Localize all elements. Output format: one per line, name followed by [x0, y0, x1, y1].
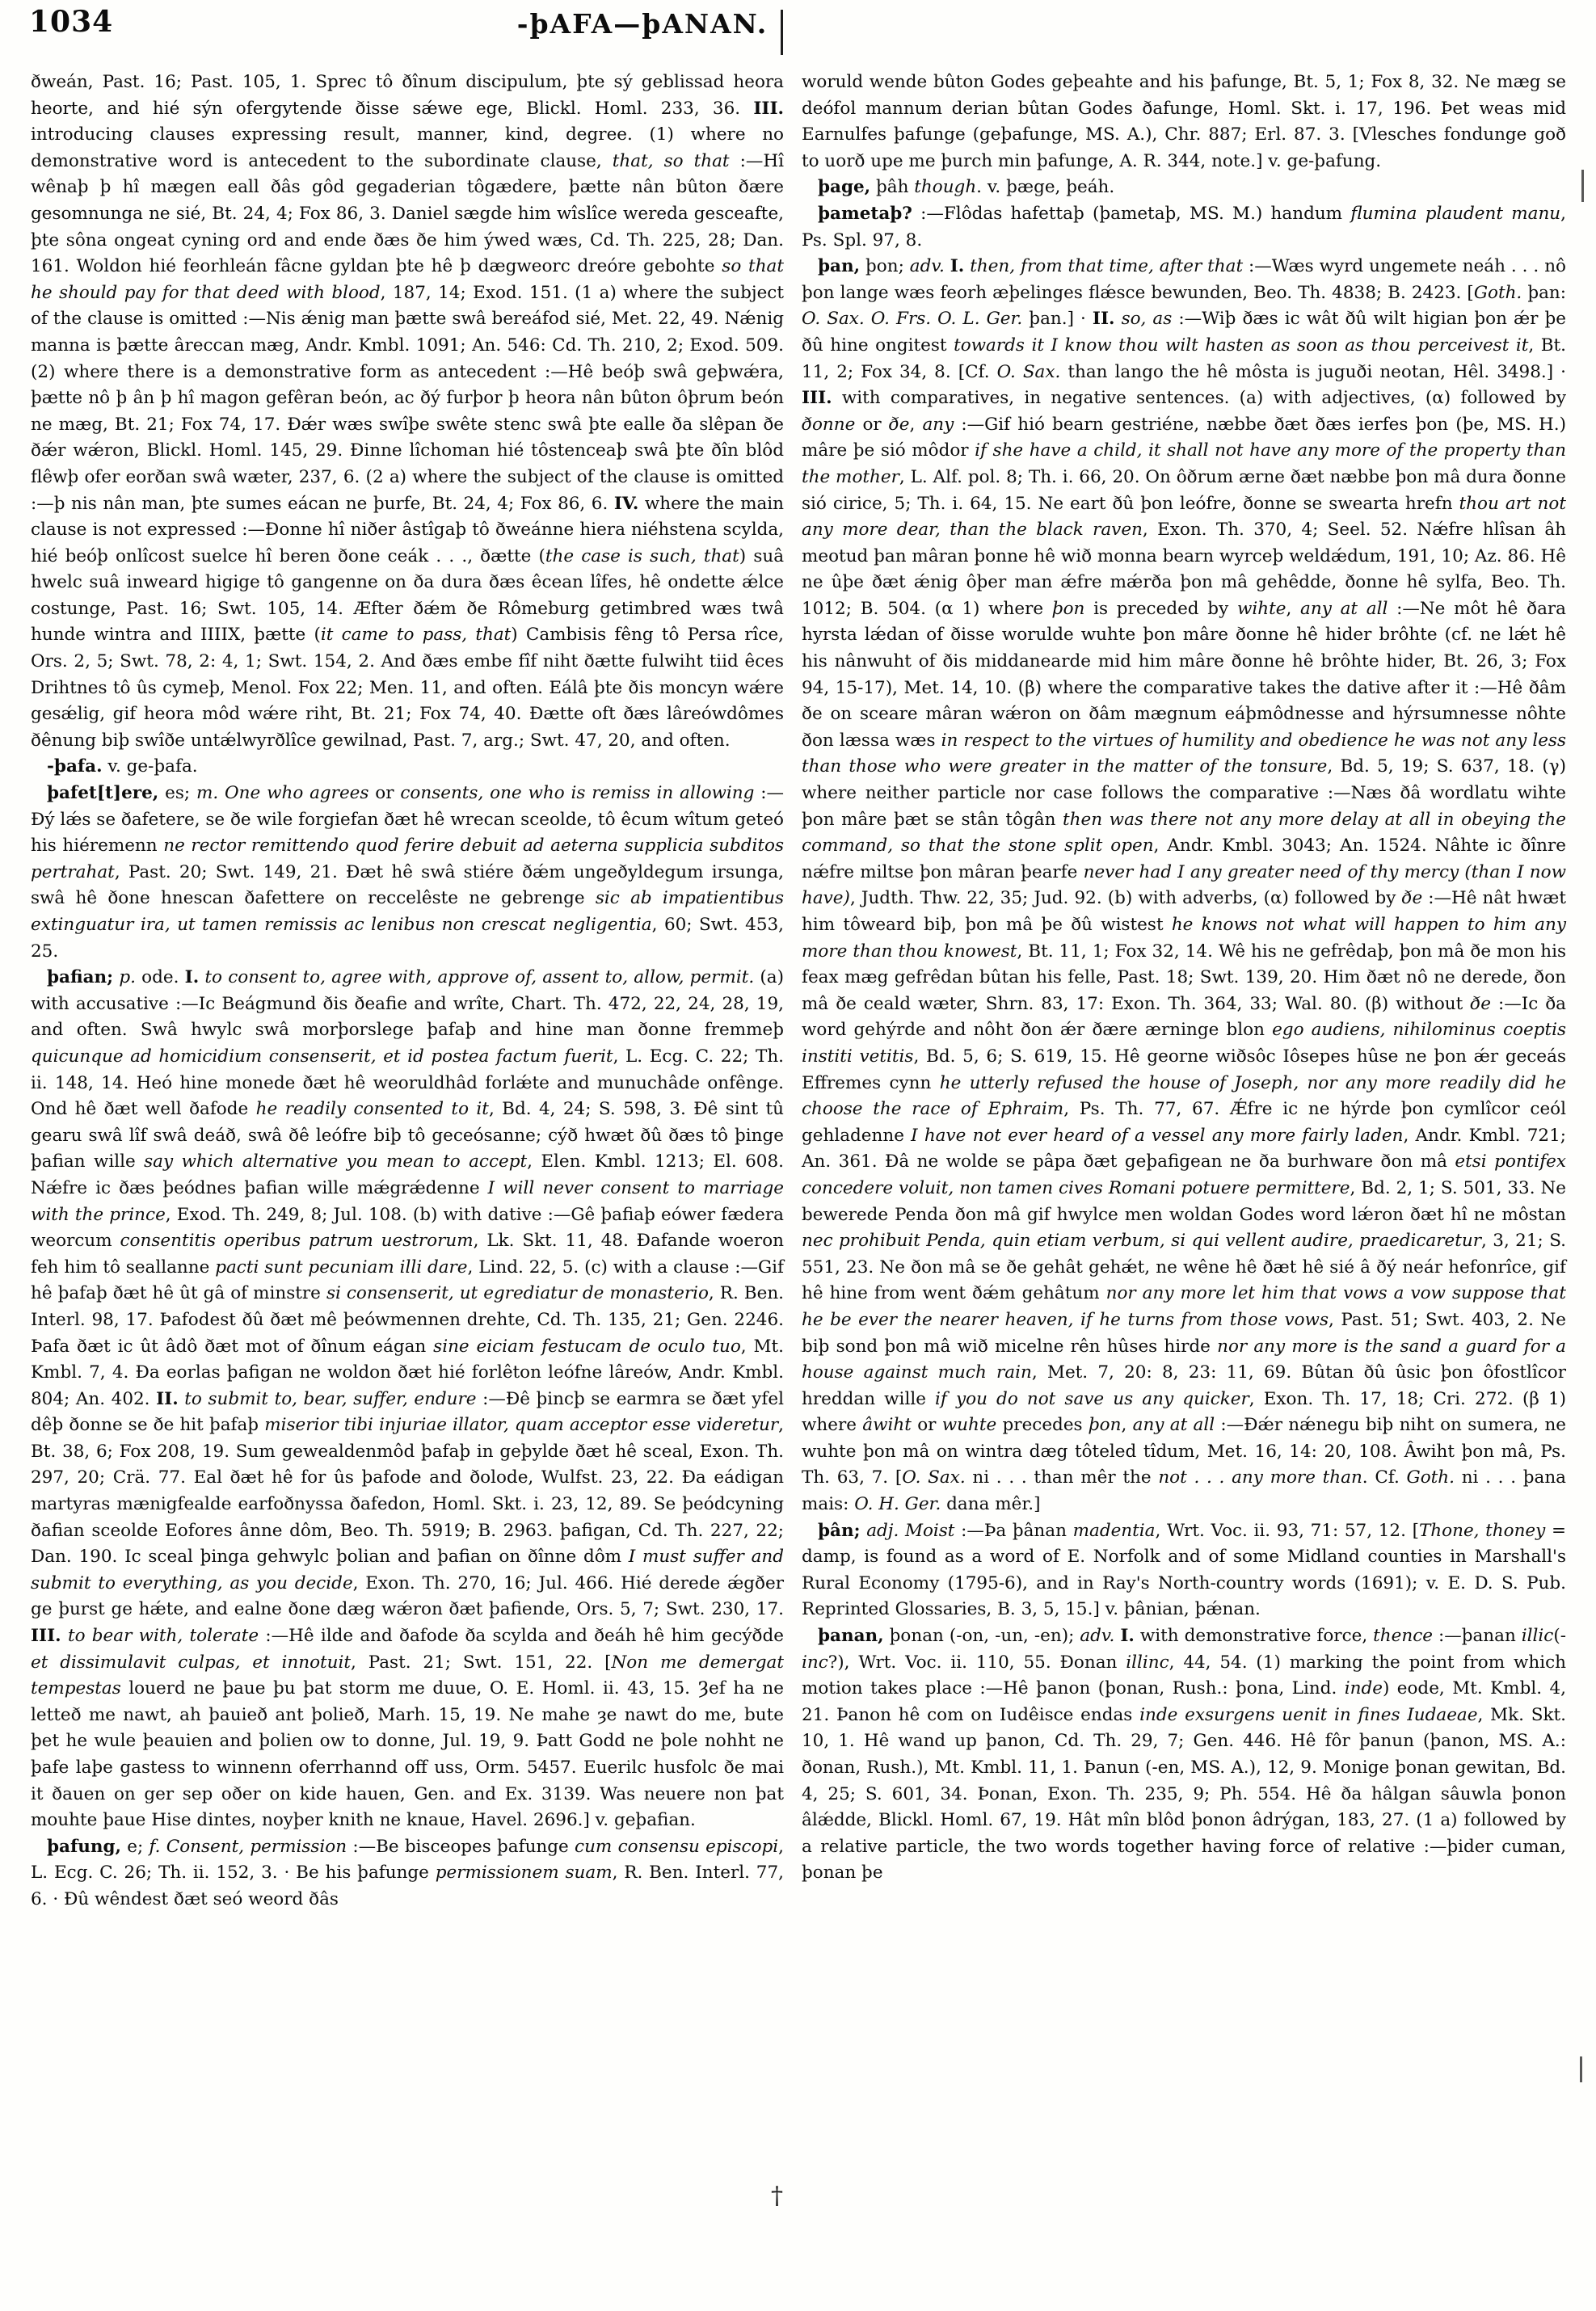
dictionary-entry: þafet[t]ere, es; m. One who agrees or consents, one who is remiss in allowing :—Ðý lǽs se ðafetere, se ðe wile forgiefan ðæt hê wrecan sceolde, tô êcum wîtum geteó his hiéremenn ne rector remittendo quod ferire debuit ad aeterna supplicia subditos pertrahat, Past. 20; Swt. 149, 21. Ðæt hê swâ stiére ðǽm ungeðyldegum irsunga, swâ hê ðone hnescan ðafettere on reccelêste ne gebrenge sic ab impatientibus extinguatur ira, ut tamen remissis ac lenibus non crescat negligentia, 60; Swt. 453, 25. — [31, 783, 785, 962]
dictionary-entry: þametaþ? :—Flôdas hafettaþ (þametaþ, MS. M.) handum flumina plaudent manu, Ps. Spl. 97, 8. — [802, 203, 1566, 250]
dictionary-entry: þanan, þonan (-on, -un, -en); adv. I. with demonstrative force, thence :—þanan illic(-inc?), Wrt. Voc. ii. 110, 55. Ðonan illinc, 44, 54. (1) marking the point from which motion takes place :—Hê þanon (þonan, Rush.: þona, Lind. inde) eode, Mt. Kmbl. 4, 21. Þanon hê com on Iudêisce endas inde exsurgens uenit in fines Iudaeae, Mk. Skt. 10, 1. Hê wand up þanon, Cd. Th. 29, 7; Gen. 446. Hê fôr þanun (þanon, MS. A.: ðonan, Rush.), Mt. Kmbl. 11, 1. Þanun (-en, MS. A.), 12, 9. Monige þonan gewitan, Bd. 4, 25; S. 601, 34. Þonan, Exon. Th. 235, 9; Ph. 554. Hê ða hâlgan sâuwla þonon âlǽdde, Blickl. Homl. 67, 19. Hât mîn blôd þonon âdrýgan, 183, 27. (1 a) followed by a relative particle, the two words together having force of relative :—þider cuman, þonan þe — [802, 1626, 1566, 1884]
entry-continuation: ðweán, Past. 16; Past. 105, 1. Sprec tô ðînum discipulum, þte sý geblissad heora heorte, and hié sýn ofergytende ðisse sǽwe ege, Blickl. Homl. 233, 36. III. introducing clauses expressing result, manner, kind, degree. (1) where no demonstrative word is antecedent to the subordinate clause, that, so that :—Hî wênaþ þ hî mægen eall ðâs gôd gegaderian tôgædere, þætte nân bûton ðære gesomnunga ne sié, Bt. 24, 4; Fox 86, 3. Daniel sægde him wîslîce wereda gesceafte, þte sôna ongeat cyning ord and ende ðæs ðe him ýwed wæs, Cd. Th. 225, 28; Dan. 161. Woldon hié feorhleán fâcne gyldan þte hê þ dægweorc dreóre gebohte so that he should pay for that deed with blood, 187, 14; Exod. 151. (1 a) where the subject of the clause is omitted :—Nis ǽnig man þætte swâ bereáfod sié, Met. 22, 49. Nǽnig manna is þætte âreccan mæg, Andr. Kmbl. 1091; An. 546: Cd. Th. 210, 2; Exod. 509. (2) where there is a demonstrative form as antecedent :—Hê beóþ swâ geþwǽra, þætte nô þ ân þ hî magon gefêran beón, ac ðý furþor þ heora nân bûton ôþrum beón ne mæg, Bt. 21; Fox 74, 17. Ðǽr wæs swîþe swête stenc swâ þte ealle ða slêpan ðe ðǽr wǽron, Blickl. Homl. 145, 29. Ðinne lîchoman hié tôstenceaþ swâ þte ðîn blôd flêwþ ofer eorðan swâ wæter, 237, 6. (2 a) where the subject of the clause is omitted :—þ nis nân man, þte sumes eácan ne þurfe, Bt. 24, 4; Fox 86, 6. IV. where the main clause is not expressed :—Ðonne hî niðer âstîgaþ tô ðweánne hiera niéhstena scylda, hié beóþ onlîcost suelce hî beren ðone ceák . . ., ðætte (the case is such, that) suâ hwelc suâ inweard higige tô gangenne on ða dura ðæs êcean lîfes, hê ondette ǽlce costunge, Past. 16; Swt. 105, 14. Æfter ðǽm ðe Rômeburg getimbred wæs twâ hunde wintra and IIIIX, þætte (it came to pass, that) Cambisis fêng tô Persa rîce, Ors. 2, 5; Swt. 78, 2: 4, 1; Swt. 154, 2. And ðæs embe fîf niht ðætte fulwiht tiid êces Drihtnes tô ûs cymeþ, Menol. Fox 22; Men. 11, and often. Eálâ þte ðis moncyn wǽre gesǽlig, gif heora môd wǽre riht, Bt. 21; Fox 74, 40. Ðætte oft ðæs lâreówdômes ðênung biþ swîðe untǽlwyrðlîce gewilnad, Past. 7, arg.; Swt. 47, 20, and often. — [31, 72, 785, 751]
running-title: -þAFA—þANAN. — [516, 8, 769, 40]
dictionary-entry: þân; adj. Moist :—Þa þânan madentia, Wrt. Voc. ii. 93, 71: 57, 12. [Thone, thoney = damp, is found as a word of E. Norfolk and of some Midland counties in Marshall's Rural Economy (1795-6), and in Ray's North-country words (1691); v. E. D. S. Pub. Reprinted Glossaries, B. 3, 5, 15.] v. þânian, þǽnan. — [802, 1520, 1566, 1620]
text-column-right — [802, 69, 1566, 1887]
column-divider-mark-top — [781, 10, 783, 55]
dictionary-entry: þafian; p. ode. I. to consent to, agree with, approve of, assent to, allow, permit. (a) with accusative :—Ic Beágmund ðis ðeafie and wrîte, Chart. Th. 472, 22, 24, 28, 19, and often. Swâ hwylc swâ morþorslege þafaþ and hine man ðonne fremmeþ quicunque ad homicidium consenserit, et id postea factum fuerit, L. Ecg. C. 22; Th. ii. 148, 14. Heó hine monede ðæt hê weoruldhâd forlǽte and munuchâde onfênge. Ond hê ðæt well ðafode he readily consented to it, Bd. 4, 24; S. 598, 3. Ðê sint tû gearu swâ lîf swâ deáð, swâ ðê leófre biþ tô geceósanne; cýð hwæt ðû ðæs tô þinge þafian wille say which alternative you mean to accept, Elen. Kmbl. 1213; El. 608. Nǽfre ic ðæs þeódnes þafian wille mǽgrǽdenne I will never consent to marriage with the prince, Exod. Th. 249, 8; Jul. 108. (b) with dative :—Gê þafiaþ eówer fædera weorcum consentitis operibus patrum uestrorum, Lk. Skt. 11, 48. Ðafande woeron feh him tô seallanne pacti sunt pecuniam illi dare, Lind. 22, 5. (c) with a clause :—Gif hê þafaþ ðæt hê ût gâ of minstre si consenserit, ut egrediatur de monasterio, R. Ben. Interl. 98, 17. Þafodest ðû ðæt mê þeówmennen drehte, Cd. Th. 135, 21; Gen. 2246. Þafa ðæt ic ût âdô ðæt mot of ðînum eágan sine eiciam festucam de oculo tuo, Mt. Kmbl. 7, 4. Ða eorlas þafigan ne woldon ðæt hié forlêton leófne lâreów, Andr. Kmbl. 804; An. 402. II. to submit to, bear, suffer, endure :—Ðê þincþ se earmra se ðæt yfel dêþ ðonne se ðe hit þafaþ miserior tibi injuriae illator, quam acceptor esse videretur, Bt. 38, 6; Fox 208, 19. Sum gewealdenmôd þafaþ in geþylde ðæt hê sceal, Exon. Th. 297, 20; Crä. 77. Eal ðæt hê for ûs þafode and ðolode, Wulfst. 23, 22. Ða eádigan martyras mænigfealde earfoðnyssa ðafedon, Homl. Skt. i. 23, 12, 89. Se þeódcyning ðafian sceolde Eofores ânne dôm, Beo. Th. 5919; B. 2963. þafigan, Cd. Th. 227, 22; Dan. 190. Ic sceal þinga gehwylc þolian and þafian on ðînne dôm I must suffer and submit to everything, as you decide, Exon. Th. 270, 16; Jul. 466. Hié derede ǽgðer ge þurst ge hǽte, and ealne ðone dæg wǽron ðæt þafiende, Ors. 5, 7; Swt. 230, 17. III. to bear with, tolerate :—Hê ilde and ðafode ða scylda and ðeáh hê him gecýðde et dissimulavit culpas, et innotuit, Past. 21; Swt. 151, 22. [Non me demergat tempestas louerd ne þaue þu þat storm me duue, O. E. Homl. ii. 43, 15. Ȝef ha ne letteð me nawt, ah þauieð ant þolieð, Marh. 15, 19. Ne mahe ȝe nawt do me, bute þet he wule þeauien and þolien ow to donne, Jul. 19, 9. Þatt Godd ne þole nohht ne þafe laþe gastess to winnenn oferrhannd off uss, Orm. 5457. Euerilc husfolc ðe mai it ðauen on ger sep oðer on kide hauen, Gen. and Ex. 3139. Was neuere non þat mouhte þaue Hise dintes, noyþer knith ne knaue, Havel. 2696.] v. geþafian. — [31, 967, 785, 1831]
page-number: 1034 — [29, 5, 114, 39]
dictionary-entry: þage, þâh though. v. þæge, þeáh. — [818, 177, 1115, 198]
dictionary-entry: þafung, e; f. Consent, permission :—Be bisceopes þafunge cum consensu episcopi, L. Ecg. C. 26; Th. ii. 152, 3. · Be his þafunge permissionem suam, R. Ben. Interl. 77, 6. · Ðû wêndest ðæt seó weord ðâs — [31, 1836, 784, 1909]
entry-continuation: woruld wende bûton Godes geþeahte and his þafunge, Bt. 5, 1; Fox 8, 32. Ne mæg se deófol mannum derian bûtan Godes ðafunge, Homl. Skt. i. 17, 196. Þet weas mid Earnulfes þafunge (geþafunge, MS. A.), Chr. 887; Erl. 87. 3. [Vlesches fondunge goð to uorð upe me þurch min þafunge, A. R. 344, note.] v. ge-þafung. — [802, 72, 1566, 171]
column-divider-mark-bottom: † — [771, 2182, 783, 2210]
dictionary-entry: þan, þon; adv. I. then, from that time, after that :—Wæs wyrd ungemete neáh . . . nô þon lange wæs feorh æþelinges flǽsce bewunden, Beo. Th. 4838; B. 2423. [Goth. þan: O. Sax. O. Frs. O. L. Ger. þan.] · II. so, as :—Wiþ ðæs ic wât ðû wilt higian þon ǽr þe ðû hine ongitest towards it I know thou wilt hasten as soon as thou perceivest it, Bt. 11, 2; Fox 34, 8. [Cf. O. Sax. than lango the hê môsta is juguði neotan, Hêl. 3498.] · III. with comparatives, in negative sentences. (a) with adjectives, (α) followed by ðonne or ðe, any :—Gif hió bearn gestriéne, næbbe ðæt ðæs ierfes þon (þe, MS. H.) mâre þe sió môdor if she have a child, it shall not have any more of the property than the mother, L. Alf. pol. 8; Th. i. 66, 20. On ôðrum ærne ðæt næbbe þon mâ dura ðonne sió cirice, 5; Th. i. 64, 15. Ne eart ðû þon leófre, ðonne se swearta hrefn thou art not any more dear, than the black raven, Exon. Th. 370, 4; Seel. 52. Nǽfre hlîsan âh meotud þan mâran þonne hê wið monna bearn wyrceþ weldǽdum, 191, 10; Az. 86. Hê ne ûþe ðæt ǽnig ôþer man ǽfre mǽrða þon mâ gehêdde, ðonne hê sylfa, Beo. Th. 1012; B. 504. (α 1) where þon is preceded by wihte, any at all :—Ne môt hê ðara hyrsta lǽdan of ðisse worulde wuhte þon mâre ðonne hê hider brôhte (cf. ne lǽt hê his nânwuht of ðis middanearde mid him mâre ðonne hê brôhte hider, Bt. 26, 3; Fox 94, 15-17), Met. 14, 10. (β) where the comparative takes the dative after it :—Hê ðâm ðe on sceare mâran wǽron on ðâm mægnum eáþmôdnesse and hýrsumnesse nôhte ðon læssa wæs in respect to the virtues of humility and obedience he was not any less than those who were greater in the matter of the tonsure, Bd. 5, 19; S. 637, 18. (γ) where neither particle nor case follows the comparative :—Næs ðâ wordlatu wihte þon mâre þæt se stân tôgân then was there not any more delay at all in obeying the command, so that the stone split open, Andr. Kmbl. 3043; An. 1524. Nâhte ic ðînre nǽfre miltse þon mâran þearfe never had I any greater need of thy mercy (than I now have), Judth. Thw. 22, 35; Jud. 92. (b) with adverbs, (α) followed by ðe :—Hê nât hwæt him tôweard biþ, þon mâ þe ðû wistest he knows not what will happen to him any more than thou knowest, Bt. 11, 1; Fox 32, 14. Wê his ne gefrêdaþ, þon mâ ðe mon his feax mæg gefrêdan bûtan his felle, Past. 18; Swt. 139, 20. Him ðæt nô ne derede, ðon mâ ðe ceald wæter, Shrn. 83, 17: Exon. Th. 364, 33; Wal. 80. (β) without ðe :—Ic ða word gehýrde and nôht ðon ǽr ðære ærninge blon ego audiens, nihilominus coeptis institi vetitis, Bd. 5, 6; S. 619, 15. Hê georne wiðsôc Iôsepes hûse ne þon ǽr geceás Effremes cynn he utterly refused the house of Joseph, nor any more readily did he choose the race of Ephraim, Ps. Th. 77, 67. Ǽfre ic ne hýrde þon cymlîcor ceól gehladenne I have not ever heard of a vessel any more fairly laden, Andr. Kmbl. 721; An. 361. Ðâ ne wolde se pâpa ðæt geþafigean ne ða burhware ðon mâ etsi pontifex concedere voluit, non tamen cives Romani potuere permittere, Bd. 2, 1; S. 501, 33. Ne bewerede Penda ðon mâ gif hwylce men woldan Godes word lǽron ðæt hî ne môstan nec prohibuit Penda, quin etiam verbum, si qui vellent audire, praedicaretur, 3, 21; S. 551, 23. Ne ðon mâ se ðe gehât gehǽt, ne wêne hê ðæt hê sié â ðý neár hefonrîce, gif hê hine from went ðǽm gehâtum nor any more let him that vows a vow suppose that he be ever the nearer heaven, if he turns from those vows, Past. 51; Swt. 403, 2. Ne biþ sond þon mâ wið micelne rên hûses hirde nor any more is the sand a guard for a house against much rain, Met. 7, 20: 8, 23: 11, 69. Bûtan ðû ûsic þon ôfostlîcor hreddan wille if you do not save us any quicker, Exon. Th. 17, 18; Cri. 272. (β 1) where âwiht or wuhte precedes þon, any at all :—Ðǽr nǽnegu biþ niht on sumera, ne wuhte þon mâ on wintra dæg tôteled tîdum, Met. 16, 14: 20, 108. Âwiht þon mâ, Ps. Th. 63, 7. [O. Sax. ni . . . than mêr the not . . . any more than. Cf. Goth. ni . . . þana mais: O. H. Ger. dana mêr.] — [802, 256, 1567, 1515]
scan-edge-artifact — [1581, 170, 1584, 202]
text-column-left — [31, 69, 784, 1913]
scan-edge-artifact — [1580, 2056, 1582, 2082]
dictionary-entry: -þafa. v. ge-þafa. — [47, 756, 198, 777]
